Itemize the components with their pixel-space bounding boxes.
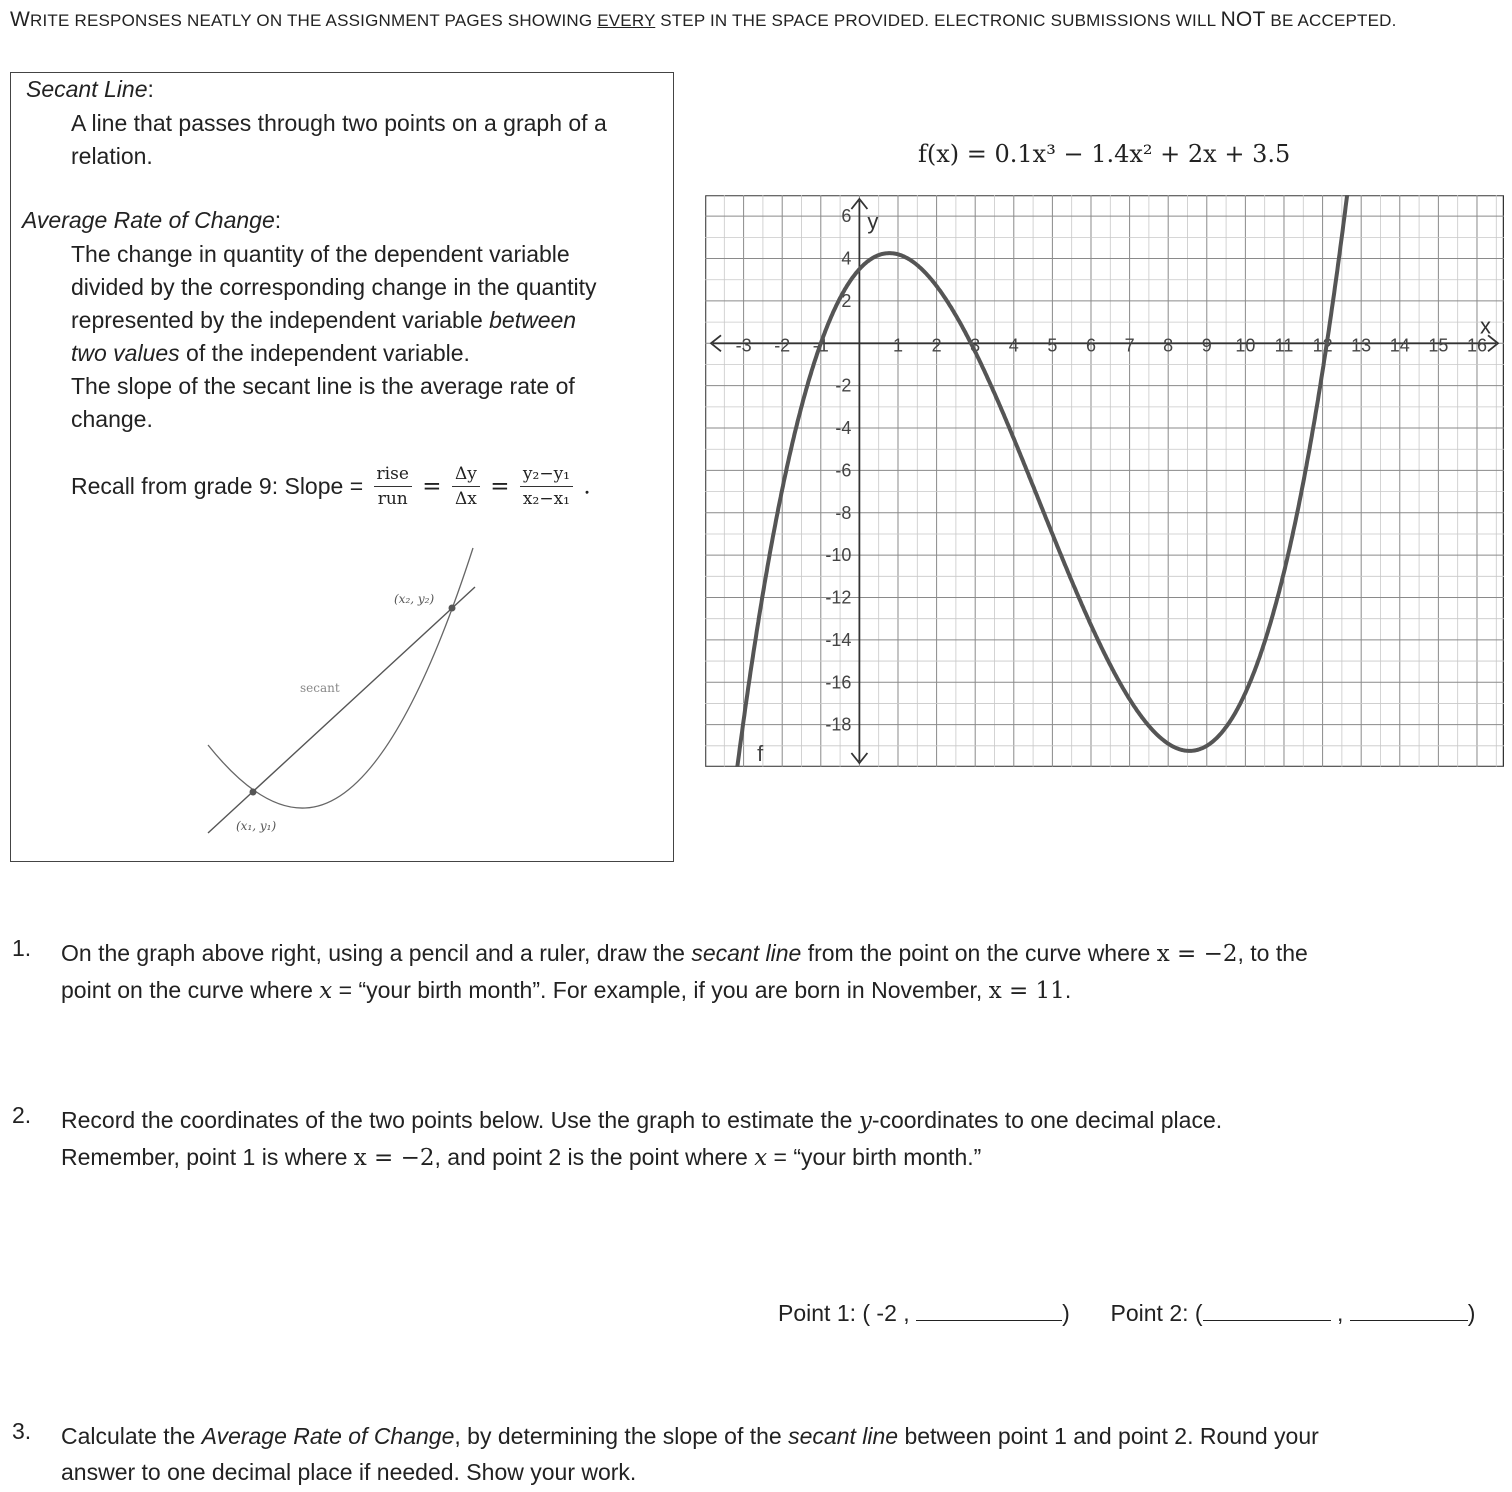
point-answers: Point 1: ( -2 , ) Point 2: ( , ) xyxy=(778,1300,1476,1326)
y-tick-label: 2 xyxy=(841,290,852,311)
x-tick-label: -1 xyxy=(812,335,829,356)
secant-line-definition: A line that passes through two points on a graph of a relation. xyxy=(71,110,607,169)
aroc-definition: The change in quantity of the dependent variable divided by the corresponding change in the quantity represented by the independent variable between two values of the independent variable. The slope of the secant line is the average rate of change. xyxy=(71,241,597,432)
y-axis-label: y xyxy=(867,209,879,234)
point-2-x-blank[interactable] xyxy=(1203,1302,1331,1321)
function-graph xyxy=(705,195,1504,767)
x-tick-label: 7 xyxy=(1124,335,1135,356)
x-tick-label: 10 xyxy=(1235,335,1256,356)
x-tick-label: 4 xyxy=(1008,335,1019,356)
point-2-y-blank[interactable] xyxy=(1350,1302,1468,1321)
x-tick-label: 12 xyxy=(1312,335,1333,356)
question-1-number: 1. xyxy=(12,935,32,961)
x-tick-label: 9 xyxy=(1201,335,1212,356)
y-tick-label: -6 xyxy=(835,460,852,481)
question-2-number: 2. xyxy=(12,1102,32,1128)
question-3-number: 3. xyxy=(12,1418,32,1444)
x-tick-label: -3 xyxy=(735,335,752,356)
question-1-text: On the graph above right, using a pencil and a ruler, draw the secant line from the point on the curve where x = −2, to the point on the curve where x = “your birth month”. For example, if you are born in November, x = 11. xyxy=(61,940,1308,1004)
slope-formula: Recall from grade 9: Slope = $\frac{\text{rise}}{\text{run}}$ = $\frac{\Delta y}{\Delta x}$ = $\frac{\text{y₂−y₁}}{\text{x₂−x₁}}$ . xyxy=(71,464,591,509)
y-tick-label: -4 xyxy=(835,418,852,439)
y-tick-label: -10 xyxy=(825,545,852,566)
secant-line-title: Secant Line: xyxy=(26,76,154,102)
x-tick-label: 8 xyxy=(1163,335,1174,356)
x-tick-label: -2 xyxy=(774,335,791,356)
label-point-1: (x₁, y₁) xyxy=(236,819,277,833)
x-tick-label: 1 xyxy=(892,335,904,356)
x-tick-label: 14 xyxy=(1389,335,1410,356)
x-tick-label: 16 xyxy=(1466,335,1487,356)
y-tick-label: 6 xyxy=(841,206,852,227)
secant-diagram xyxy=(190,540,490,840)
x-tick-label: 5 xyxy=(1047,335,1058,356)
x-axis-label: x xyxy=(1480,313,1491,339)
question-3-text: Calculate the Average Rate of Change, by determining the slope of the secant line between point 1 and point 2. Round your answer to one decimal place if needed. Show your work. xyxy=(61,1423,1319,1485)
function-label: f(x) = 0.1x³ − 1.4x² + 2x + 3.5 xyxy=(918,140,1291,168)
point-1-y-blank[interactable] xyxy=(916,1302,1062,1321)
label-secant: secant xyxy=(300,681,340,695)
x-tick-label: 15 xyxy=(1428,335,1449,356)
label-point-2: (x₂, y₂) xyxy=(394,592,435,606)
diagram-curve xyxy=(208,548,473,808)
x-tick-label: 3 xyxy=(970,335,981,356)
aroc-title: Average Rate of Change: xyxy=(22,207,282,233)
x-tick-label: 13 xyxy=(1351,335,1372,356)
point-2-label: Point 2: ( xyxy=(1110,1300,1203,1326)
y-tick-label: -14 xyxy=(825,629,852,650)
y-tick-label: 4 xyxy=(841,248,852,269)
y-tick-label: -18 xyxy=(825,714,852,735)
instructions-header: WRITE RESPONSES NEATLY ON THE ASSIGNMENT PAGES SHOWING EVERY STEP IN THE SPACE PROVIDED. ELECTRONIC SUBMISSIONS WILL NOT BE ACCEPTED. xyxy=(10,8,1397,31)
diagram-point-2 xyxy=(449,605,456,612)
curve-label: f xyxy=(757,741,764,766)
y-tick-label: -16 xyxy=(825,672,852,693)
question-2-text: Record the coordinates of the two points below. Use the graph to estimate the y-coordinates to one decimal place. Remember, point 1 is where x = −2, and point 2 is the point where x = “your birth month.” xyxy=(61,1107,1223,1171)
y-tick-label: -8 xyxy=(835,502,852,523)
y-tick-label: -2 xyxy=(835,375,852,396)
point-1-label: Point 1: ( -2 , xyxy=(778,1300,910,1326)
y-tick-label: -12 xyxy=(825,587,852,608)
x-tick-label: 2 xyxy=(931,335,942,356)
x-tick-label: 11 xyxy=(1274,335,1294,356)
diagram-point-1 xyxy=(250,789,257,796)
x-tick-label: 6 xyxy=(1085,335,1096,356)
diagram-secant-line xyxy=(208,587,475,833)
